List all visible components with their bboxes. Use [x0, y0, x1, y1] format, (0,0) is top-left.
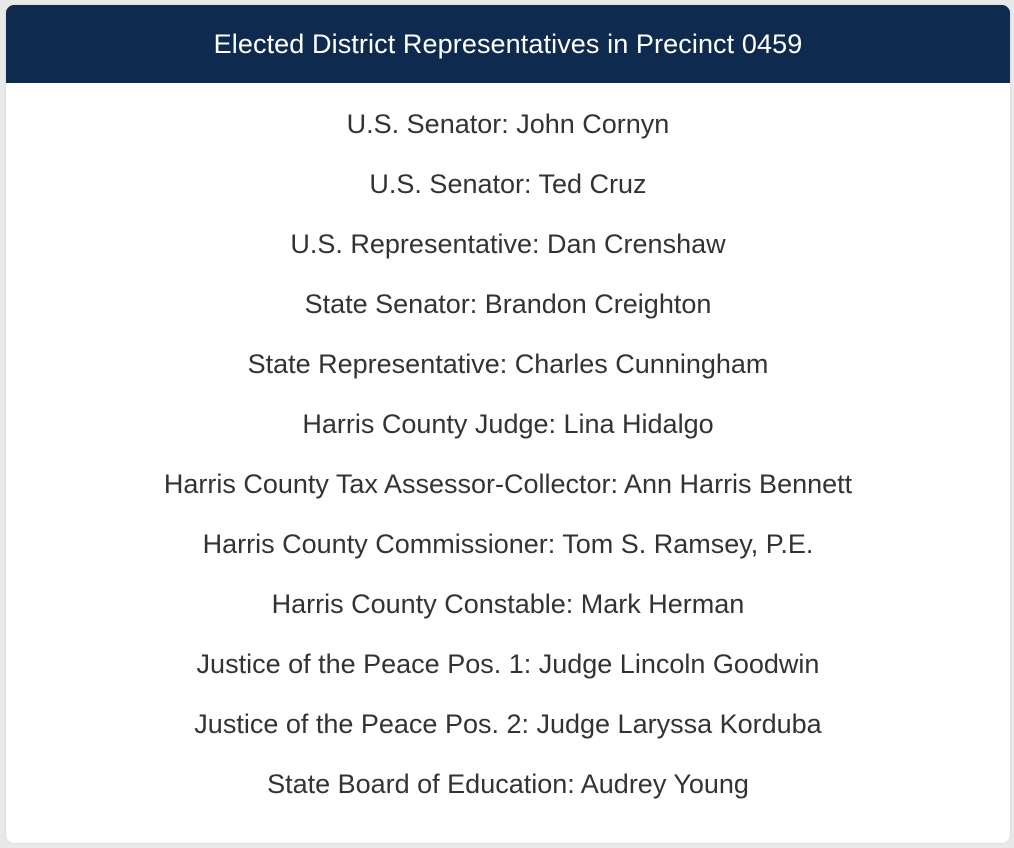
representative-item: Justice of the Peace Pos. 1: Judge Lincoln Goodwin	[196, 649, 820, 679]
representatives-panel	[6, 5, 1010, 843]
representative-item: State Board of Education: Audrey Young	[267, 769, 749, 799]
representatives-list	[6, 83, 1010, 823]
representative-item: Harris County Commissioner: Tom S. Ramsey, P.E.	[202, 529, 814, 559]
representative-item: U.S. Representative: Dan Crenshaw	[290, 229, 726, 259]
representative-item: State Representative: Charles Cunningham	[247, 349, 769, 379]
representative-item: U.S. Senator: John Cornyn	[346, 109, 670, 139]
representative-item: Harris County Constable: Mark Herman	[271, 589, 745, 619]
representative-item: Harris County Judge: Lina Hidalgo	[302, 409, 714, 439]
representative-item: Harris County Tax Assessor-Collector: Ann Harris Bennett	[163, 469, 853, 499]
panel-title: Elected District Representatives in Precinct 0459	[6, 5, 1010, 83]
representative-item: U.S. Senator: Ted Cruz	[369, 169, 647, 199]
representative-item: State Senator: Brandon Creighton	[304, 289, 712, 319]
representative-item: Justice of the Peace Pos. 2: Judge Laryssa Korduba	[194, 709, 822, 739]
